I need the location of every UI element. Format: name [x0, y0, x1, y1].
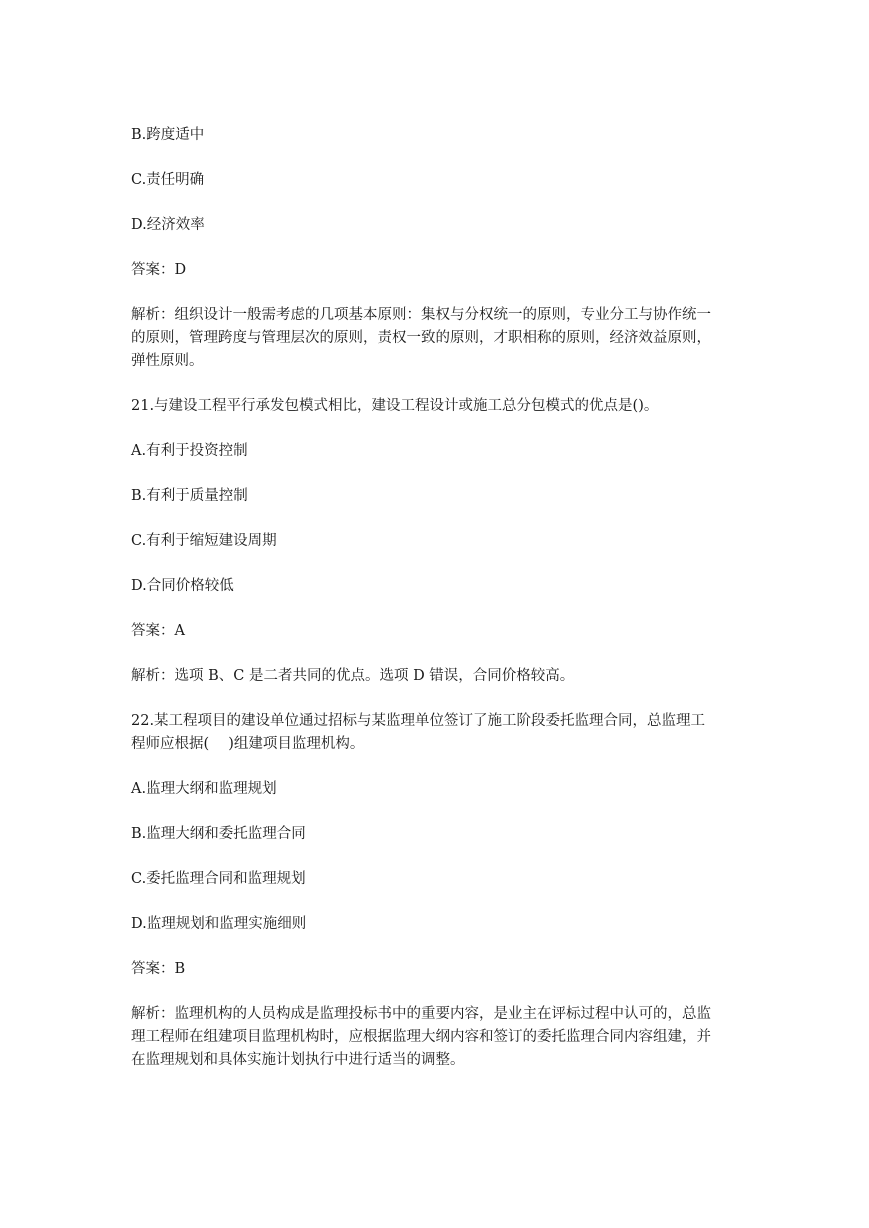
q22-analysis-line: 在监理规划和具体实施计划执行中进行适当的调整。 — [131, 1052, 465, 1068]
q20-analysis-line: 的原则，管理跨度与管理层次的原则，责权一致的原则，才职相称的原则，经济效益原则， — [131, 330, 711, 346]
q22-question-line: 22.某工程项目的建设单位通过招标与某监理单位签订了施工阶段委托监理合同，总监理工 — [131, 713, 706, 729]
q21-option-d: D.合同价格较低 — [131, 578, 234, 594]
document-page — [131, 124, 751, 1072]
q21-option-c: C.有利于缩短建设周期 — [131, 533, 277, 549]
q20-option-b: B.跨度适中 — [131, 127, 205, 143]
q21-question: 21.与建设工程平行承发包模式相比，建设工程设计或施工总分包模式的优点是()。 — [131, 398, 659, 414]
q20-option-c: C.责任明确 — [131, 172, 205, 188]
q21-analysis: 解析：选项 B、C 是二者共同的优点。选项 D 错误，合同价格较高。 — [131, 668, 575, 684]
q22-option-b: B.监理大纲和委托监理合同 — [131, 826, 306, 842]
q21-option-a: A.有利于投资控制 — [131, 443, 248, 459]
q20-analysis — [131, 304, 751, 373]
q20-option-d: D.经济效率 — [131, 217, 205, 233]
q22-analysis-line: 理工程师在组建项目监理机构时，应根据监理大纲内容和签订的委托监理合同内容组建，并 — [131, 1029, 711, 1045]
q22-question-line: 程师应根据( )组建项目监理机构。 — [131, 736, 365, 752]
q22-answer: 答案：B — [131, 961, 186, 977]
q20-analysis-line: 弹性原则。 — [131, 353, 204, 369]
q22-option-c: C.委托监理合同和监理规划 — [131, 871, 306, 887]
q21-option-b: B.有利于质量控制 — [131, 488, 248, 504]
q22-analysis-line: 解析：监理机构的人员构成是监理投标书中的重要内容，是业主在评标过程中认可的，总监 — [131, 1006, 711, 1022]
q22-option-a: A.监理大纲和监理规划 — [131, 781, 277, 797]
q21-answer: 答案：A — [131, 623, 185, 639]
q20-analysis-line: 解析：组织设计一般需考虑的几项基本原则：集权与分权统一的原则，专业分工与协作统一 — [131, 307, 711, 323]
q20-answer: 答案：D — [131, 262, 187, 278]
q22-analysis — [131, 1003, 751, 1072]
q22-question — [131, 710, 751, 756]
q22-option-d: D.监理规划和监理实施细则 — [131, 916, 307, 932]
